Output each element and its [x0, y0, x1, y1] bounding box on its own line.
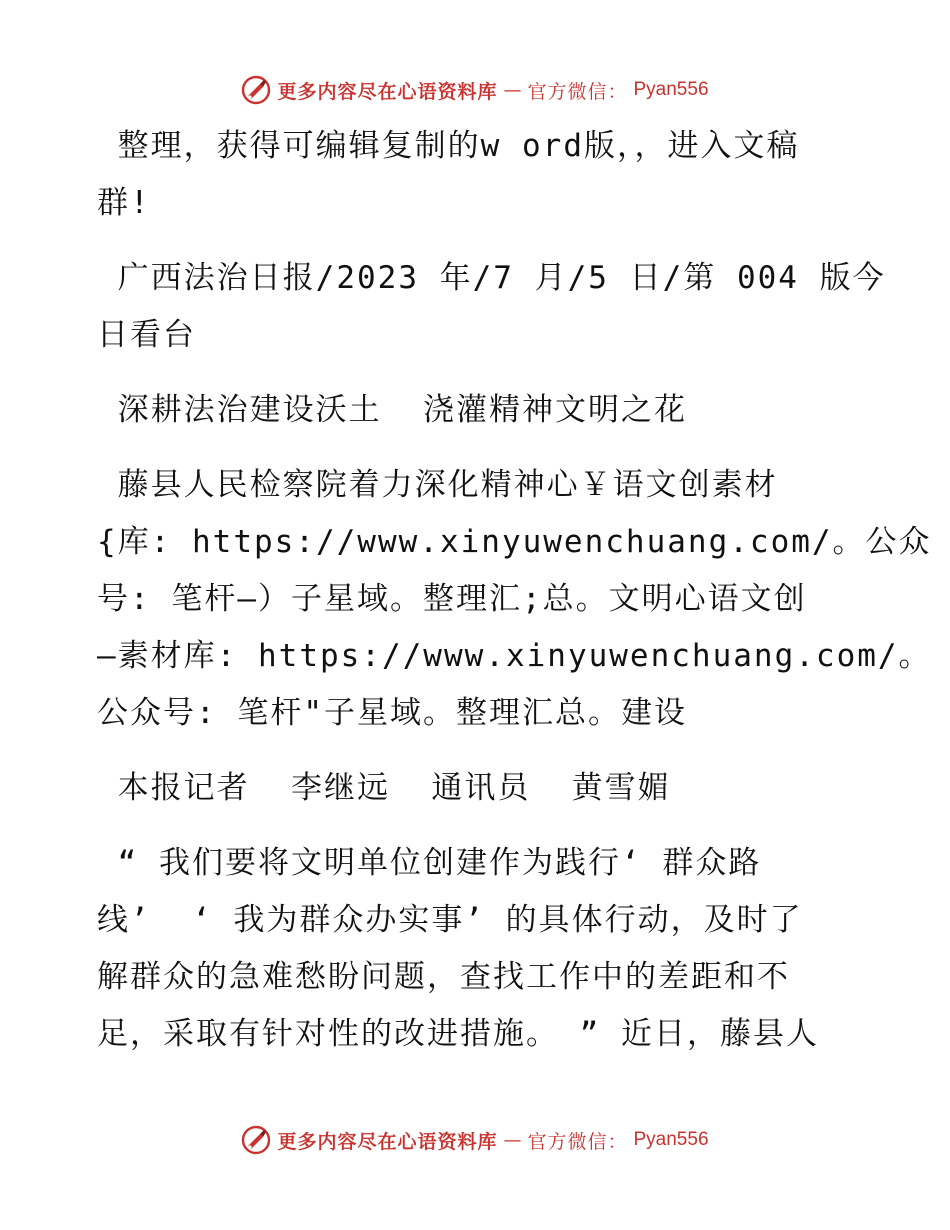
text-line: 深耕法治建设沃土 浇灌精神文明之花	[97, 392, 687, 428]
paragraph-intro	[97, 118, 857, 232]
text-line: {库: https://www.xinyuwenchuang.com/。公众	[97, 524, 932, 560]
footer-watermark-banner	[0, 1120, 950, 1160]
document-body	[97, 118, 932, 1063]
banner-wechat-id: Pyan556	[633, 79, 709, 100]
text-line: 藤县人民检察院着力深化精神心￥语文创素材	[97, 467, 778, 503]
pen-logo-icon	[241, 75, 271, 105]
article-body-paragraph	[97, 835, 857, 1063]
header-watermark-banner	[0, 70, 950, 110]
text-line: 线’ ‘ 我为群众办实事’ 的具体行动，及时了	[97, 902, 803, 938]
text-line: 解群众的急难愁盼问题，查找工作中的差距和不	[97, 959, 790, 995]
text-line: 公众号: 笔杆"子星域。整理汇总。建设	[97, 695, 687, 731]
text-line: 足，采取有针对性的改进措施。 ” 近日，藤县人	[97, 1016, 819, 1052]
text-line: “ 我们要将文明单位创建作为践行‘ 群众路	[97, 845, 762, 881]
text-line: 号: 笔杆—）子星域。整理汇;总。文明心语文创	[97, 581, 807, 617]
banner-brand-text: 更多内容尽在心语资料库	[277, 80, 498, 103]
pen-logo-icon	[241, 1125, 271, 1155]
banner-brand-text: 更多内容尽在心语资料库	[277, 1130, 498, 1153]
banner-separator: —	[503, 79, 522, 101]
banner-wechat-id: Pyan556	[633, 1129, 709, 1150]
article-headline	[97, 382, 857, 439]
text-line: 本报记者 李继远 通讯员 黄雪媚	[97, 770, 671, 806]
paragraph-source	[97, 250, 886, 364]
text-line: 日看台	[97, 317, 196, 353]
article-byline	[97, 760, 857, 817]
banner-wechat-label: 官方微信：	[527, 80, 628, 103]
banner-wechat-label: 官方微信：	[527, 1130, 628, 1153]
banner-separator: —	[503, 1129, 522, 1151]
text-line: 广西法治日报/2023 年/7 月/5 日/第 004 版今	[97, 260, 886, 296]
text-line: 群!	[97, 185, 151, 221]
article-subheadline	[97, 457, 932, 742]
text-line: —素材库: https://www.xinyuwenchuang.com/。	[97, 638, 932, 674]
text-line: 整理，获得可编辑复制的w ord版，，进入文稿	[97, 128, 800, 164]
